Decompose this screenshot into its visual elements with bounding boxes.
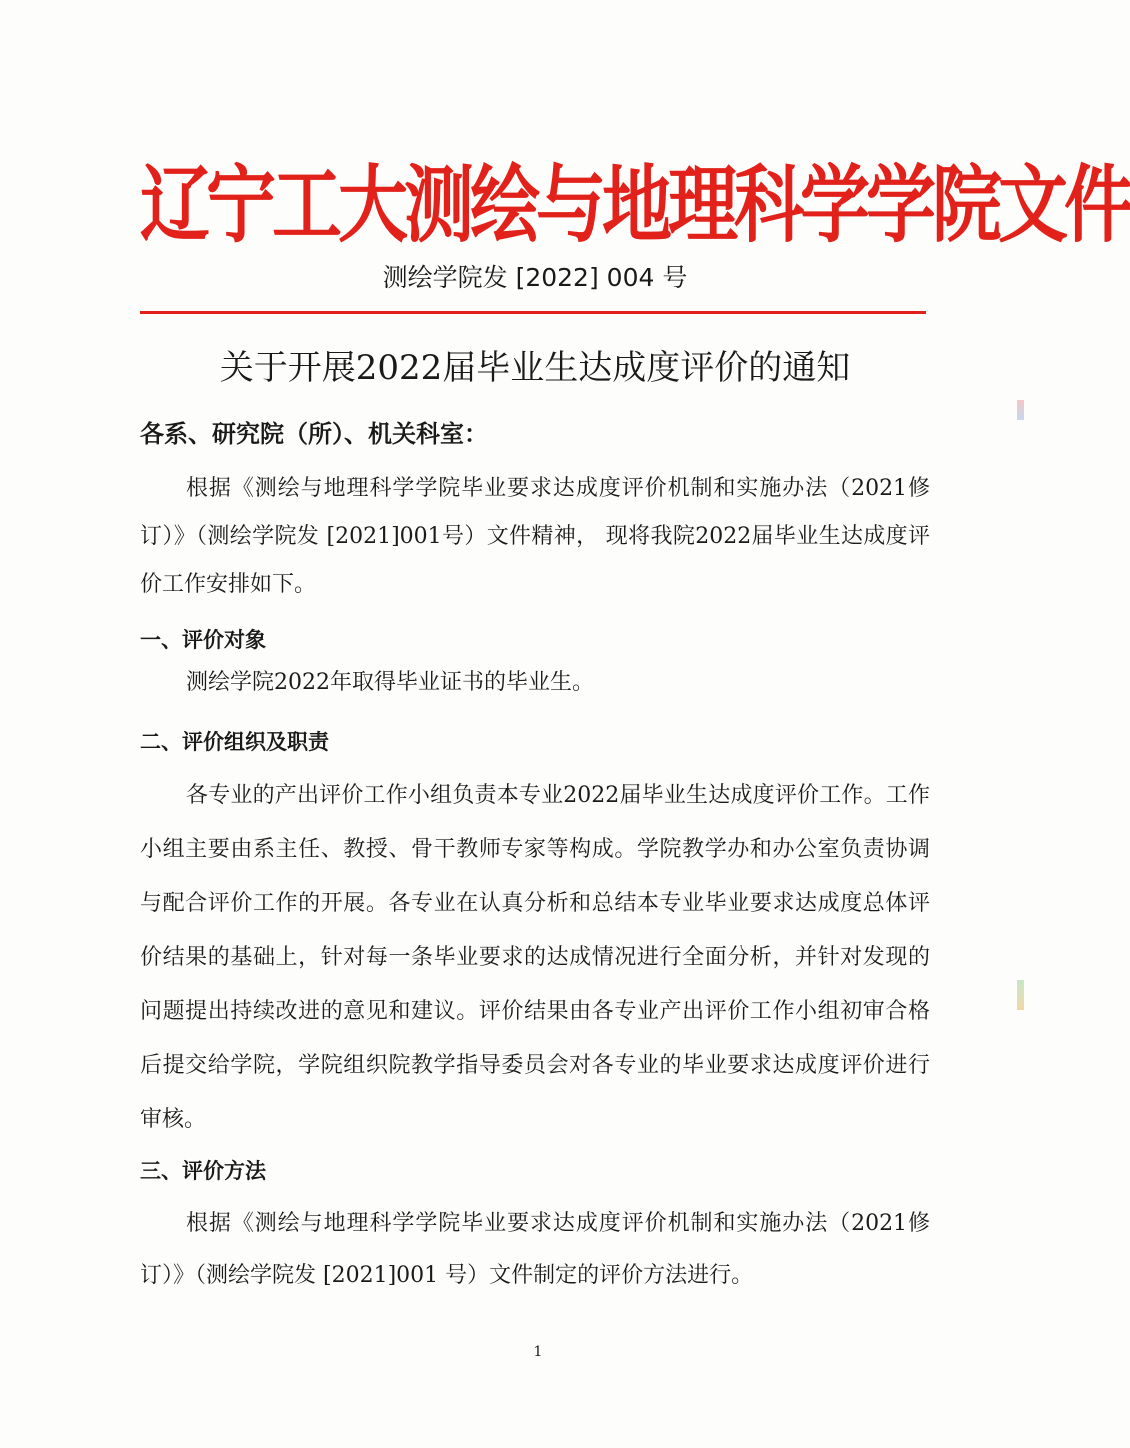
section-heading-3: 三、评价方法 [140,1159,266,1183]
addressee: 各系、研究院（所）、机关科室： [140,420,488,448]
section-body-3: 根据《测绘与地理科学学院毕业要求达成度评价机制和实施办法（2021修订）》（测绘学院发 [2021]001 号）文件制定的评价方法进行。 [140,1211,930,1288]
scan-artifact [1017,400,1024,420]
scan-artifact [1017,980,1024,1010]
section-body-1: 测绘学院2022年取得毕业证书的毕业生。 [186,670,594,695]
document-masthead: 辽宁工大测绘与地理科学学院文件 [140,156,1130,255]
document-number: 测绘学院发 [2022] 004 号 [382,263,688,292]
intro-paragraph: 根据《测绘与地理科学学院毕业要求达成度评价机制和实施办法（2021修订）》（测绘学院发 [2021]001号）文件精神， 现将我院2022届毕业生达成度评价工作安排如下。 [140,476,930,597]
page-number: 1 [533,1344,543,1360]
section-heading-1: 一、评价对象 [140,628,266,652]
section-body-2: 各专业的产出评价工作小组负责本专业2022届毕业生达成度评价工作。工作小组主要由系主任、教授、骨干教师专家等构成。学院教学办和办公室负责协调与配合评价工作的开展。各专业在认真分析和总结本专业毕业要求达成度总体评价结果的基础上，针对每一条毕业要求的达成情况进行全面分析，并针对发现的问题提出持续改进的意见和建议。评价结果由各专业产出评价工作小组初审合格后提交给学院，学院组织院教学指导委员会对各专业的毕业要求达成度评价进行审核。 [140,783,930,1132]
red-divider-line [140,311,926,314]
notice-title: 关于开展2022届毕业生达成度评价的通知 [219,348,851,388]
section-heading-2: 二、评价组织及职责 [140,730,329,754]
